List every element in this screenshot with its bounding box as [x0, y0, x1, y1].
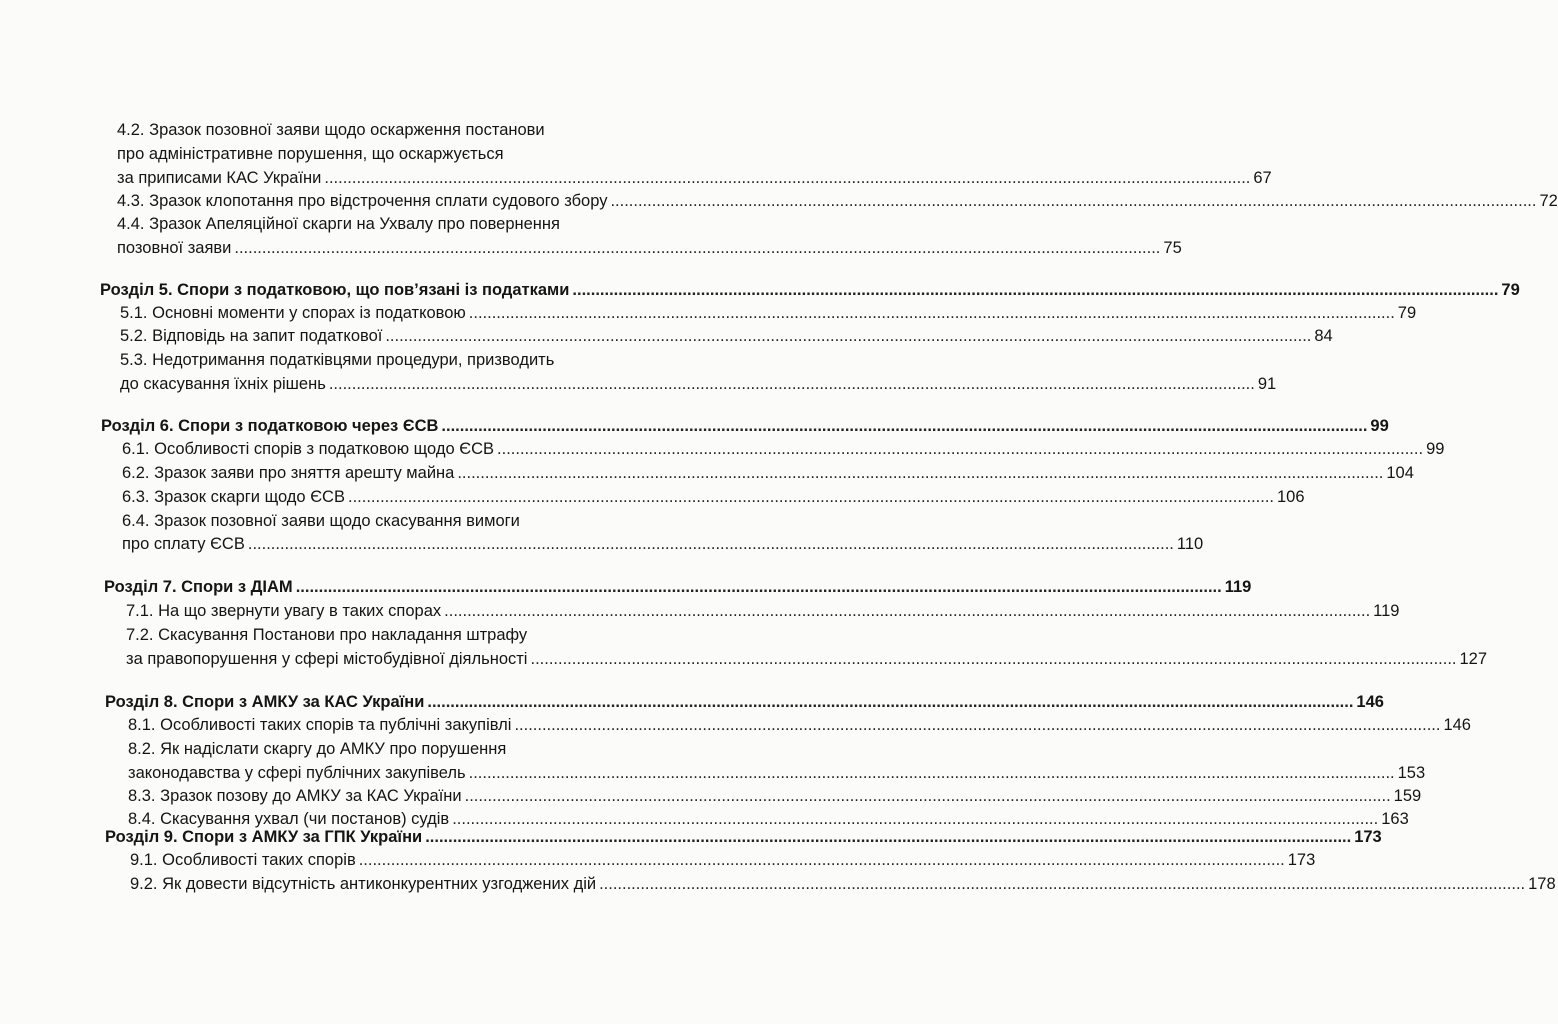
toc-entry	[126, 599, 1400, 623]
toc-entry-text: Розділ 6. Спори з податковою через ЄСВ	[101, 417, 439, 435]
toc-leader	[469, 301, 1395, 325]
toc-leader	[441, 414, 1367, 438]
toc-entry-text: законодавства у сфері публічних закупівель	[128, 764, 466, 782]
toc-entry-text: Розділ 5. Спори з податковою, що пов’язані із податками	[100, 281, 570, 299]
toc-leader	[469, 761, 1395, 785]
toc-entry-text: 8.2. Як надіслати скаргу до АМКУ про порушення	[128, 740, 507, 758]
toc-entry-text: 5.3. Недотримання податківцями процедури, призводить	[120, 351, 555, 369]
toc-leader	[457, 461, 1383, 485]
toc-leader	[427, 690, 1353, 714]
toc-leader	[296, 575, 1222, 599]
toc-entry-text: 4.2. Зразок позовної заяви щодо оскарження постанови	[117, 121, 545, 139]
toc-entry-text: Розділ 8. Спори з АМКУ за КАС України	[105, 693, 425, 711]
toc-entry-text: 9.1. Особливості таких спорів	[130, 851, 356, 869]
toc-entry	[117, 212, 698, 236]
toc-leader	[348, 485, 1274, 509]
toc-page-number: 72	[1539, 192, 1558, 210]
toc-leader	[324, 166, 1250, 190]
toc-page-number: 110	[1176, 535, 1204, 553]
toc-entry-text: до скасування їхніх рішень	[120, 375, 326, 393]
toc-entry	[120, 324, 1333, 348]
toc-entry-text: за приписами КАС України	[117, 169, 322, 187]
toc-page-number: 91	[1257, 375, 1277, 393]
toc-entry-text: 5.2. Відповідь на запит податкової	[120, 327, 383, 345]
toc-entry-text: 6.3. Зразок скарги щодо ЄСВ	[122, 488, 345, 506]
toc-entry-text: 4.3. Зразок клопотання про відстрочення сплати судового збору	[117, 192, 608, 210]
toc-page-number: 173	[1354, 828, 1382, 846]
toc-entry-text: 8.4. Скасування ухвал (чи постанов) судів	[128, 810, 450, 828]
toc-entry-text: 8.1. Особливості таких спорів та публічні закупівлі	[128, 716, 512, 734]
toc-page-number: 106	[1277, 488, 1305, 506]
toc-entry	[117, 189, 1558, 213]
toc-entry	[128, 784, 1422, 808]
toc-leader	[465, 784, 1391, 808]
toc-page-number: 79	[1397, 304, 1417, 322]
toc-page-number: 127	[1459, 650, 1488, 668]
toc-entry	[128, 713, 1471, 737]
toc-part-heading	[105, 825, 1382, 849]
toc-entry	[117, 236, 1182, 260]
toc-entry-text: 7.1. На що звернути увагу в таких спорах	[126, 602, 442, 620]
toc-leader	[248, 532, 1174, 556]
toc-entry	[126, 623, 698, 647]
toc-entry-text: 7.2. Скасування Постанови про накладання штрафу	[126, 626, 528, 644]
toc-entry-text: 6.2. Зразок заяви про зняття арешту майна	[122, 464, 455, 482]
toc-entry-text: Розділ 9. Спори з АМКУ за ГПК України	[105, 828, 423, 846]
toc-entry	[128, 761, 1426, 785]
toc-leader	[610, 189, 1536, 213]
toc-entry-text: 4.4. Зразок Апеляційної скарги на Ухвалу про повернення	[117, 215, 560, 233]
toc-entry	[117, 142, 698, 166]
toc-entry	[122, 509, 698, 533]
toc-page-number: 79	[1501, 281, 1520, 299]
toc-page-number: 67	[1253, 169, 1272, 187]
toc-page-number: 119	[1373, 602, 1400, 620]
toc-part-heading	[105, 690, 1384, 714]
toc-entry-text: позовної заяви	[117, 239, 232, 257]
toc-leader	[359, 848, 1285, 872]
toc-leader	[497, 437, 1423, 461]
toc-page-number: 99	[1426, 440, 1445, 458]
toc-page-number: 146	[1443, 716, 1471, 734]
toc-leader	[385, 324, 1311, 348]
toc-part-heading	[100, 278, 1520, 302]
toc-entry-text: 6.4. Зразок позовної заяви щодо скасування вимоги	[122, 512, 520, 530]
toc-entry-text: 6.1. Особливості спорів з податковою щодо ЄСВ	[122, 440, 495, 458]
toc-entry-text: Розділ 7. Спори з ДІАМ	[104, 578, 293, 596]
toc-page-number: 75	[1163, 239, 1182, 257]
toc-page-number: 104	[1386, 464, 1414, 482]
toc-entry	[122, 461, 1414, 485]
toc-entry	[120, 348, 698, 372]
toc-part-heading	[101, 414, 1389, 438]
toc-entry	[122, 532, 1204, 556]
toc-entry	[122, 437, 1445, 461]
toc-entry-text: 8.3. Зразок позову до АМКУ за КАС України	[128, 787, 462, 805]
toc-page-number: 173	[1287, 851, 1316, 869]
toc-leader	[444, 599, 1370, 623]
toc-entry-text: 9.2. Як довести відсутність антиконкурентних узгоджених дій	[130, 875, 597, 893]
toc-leader	[514, 713, 1440, 737]
toc-entry	[120, 372, 1277, 396]
toc-page-number: 163	[1381, 810, 1409, 828]
toc-page-number: 178	[1528, 875, 1556, 893]
toc-entry	[117, 118, 698, 142]
toc-entry	[128, 737, 698, 761]
toc-page-number: 84	[1314, 327, 1333, 345]
toc-entry	[126, 647, 1488, 671]
toc-leader	[530, 647, 1456, 671]
toc-entry	[122, 485, 1305, 509]
toc-entry	[130, 872, 1556, 896]
toc-part-heading	[104, 575, 1252, 599]
toc-page-number: 99	[1370, 417, 1389, 435]
toc-entry-text: про адміністративне порушення, що оскаржується	[117, 145, 504, 163]
toc-leader	[599, 872, 1525, 896]
toc-entry-text: за правопорушення у сфері містобудівної діяльності	[126, 650, 528, 668]
toc-page-number: 153	[1397, 764, 1426, 782]
toc-leader	[329, 372, 1255, 396]
toc-entry-text: 5.1. Основні моменти у спорах із податковою	[120, 304, 466, 322]
toc-entry	[117, 166, 1272, 190]
toc-leader	[572, 278, 1498, 302]
toc-page-number: 159	[1393, 787, 1422, 805]
toc-entry-text: про сплату ЄСВ	[122, 535, 245, 553]
toc-page-number: 119	[1224, 578, 1252, 596]
toc-leader	[234, 236, 1160, 260]
toc-page-number: 146	[1356, 693, 1384, 711]
toc-entry	[130, 848, 1316, 872]
toc-leader	[425, 825, 1351, 849]
toc-entry	[120, 301, 1417, 325]
